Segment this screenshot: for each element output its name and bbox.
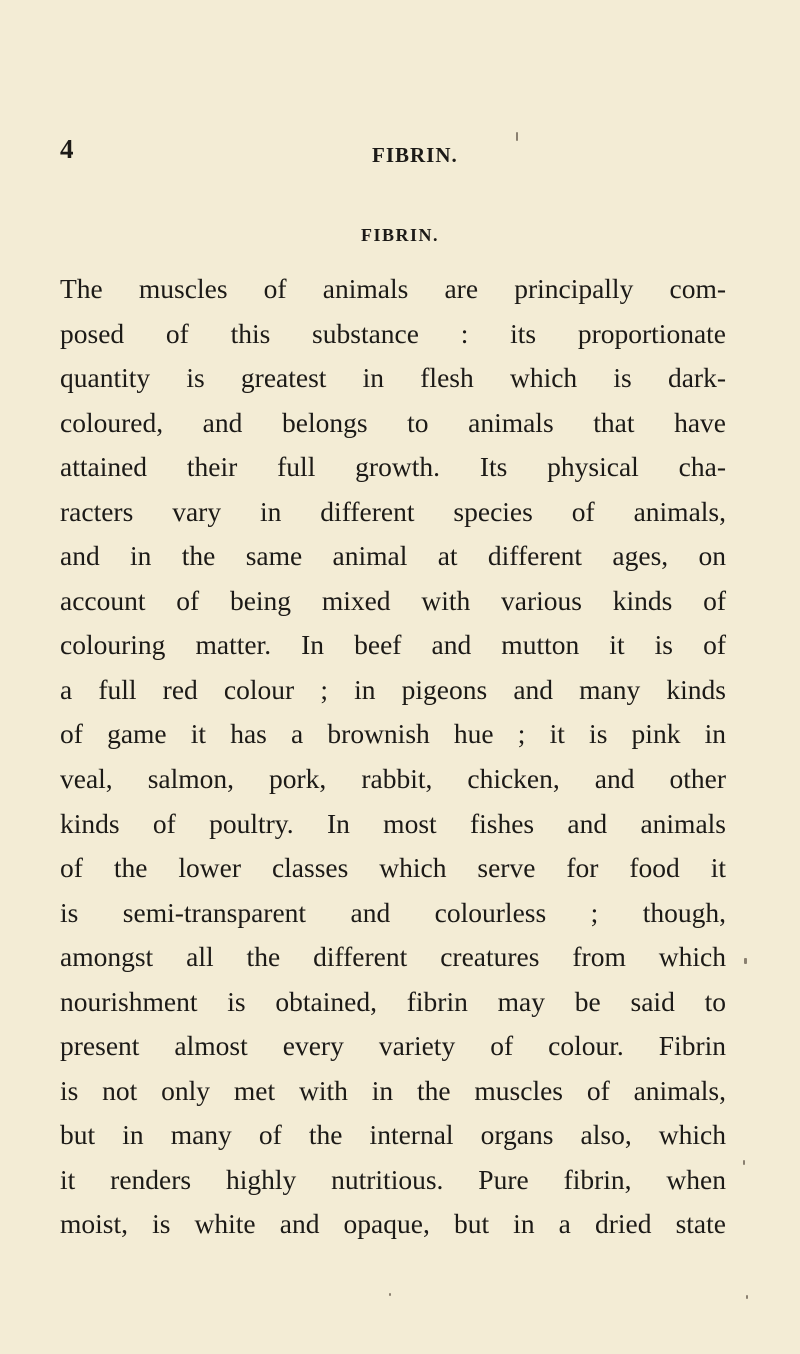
text-line: attained their full growth. Its physical cha- [60, 451, 726, 483]
page-number: 4 [60, 134, 74, 164]
text-line: veal, salmon, pork, rabbit, chicken, and other [60, 763, 726, 795]
text-line: a full red colour ; in pigeons and many kinds [60, 673, 726, 705]
paper-speck [516, 132, 518, 141]
running-title: FIBRIN. [372, 143, 458, 167]
paper-speck [746, 1295, 748, 1299]
text-line: kinds of poultry. In most fishes and animals [60, 807, 726, 839]
text-line: of game it has a brownish hue ; it is pink in [60, 718, 726, 750]
text-line: amongst all the different creatures from which [60, 941, 726, 973]
text-line: and in the same animal at different ages, on [60, 540, 726, 572]
paper-speck [389, 1293, 391, 1296]
section-heading: FIBRIN. [360, 225, 439, 245]
text-line: account of being mixed with various kinds of [60, 584, 726, 616]
text-line: colouring matter. In beef and mutton it is of [60, 629, 726, 661]
text-line: it renders highly nutritious. Pure fibrin, when [60, 1163, 726, 1195]
text-line: coloured, and belongs to animals that have [60, 406, 726, 438]
text-line: The muscles of animals are principally com- [60, 273, 726, 304]
paper-speck [744, 958, 747, 964]
text-line: moist, is white and opaque, but in a dried state [60, 1208, 726, 1240]
text-line: quantity is greatest in flesh which is dark- [60, 362, 726, 394]
paper-speck [743, 1160, 745, 1165]
text-line: present almost every variety of colour. Fibrin [60, 1030, 726, 1062]
text-line: is not only met with in the muscles of animals, [60, 1074, 726, 1106]
text-line: of the lower classes which serve for food it [60, 852, 726, 884]
text-line: but in many of the internal organs also, which [60, 1119, 726, 1151]
body-paragraph [60, 267, 726, 1247]
text-line: is semi-transparent and colourless ; though, [60, 896, 726, 928]
text-line: racters vary in different species of animals, [60, 495, 726, 527]
text-line: nourishment is obtained, fibrin may be said to [60, 985, 726, 1017]
running-head [60, 134, 760, 167]
text-line: posed of this substance : its proportionate [60, 317, 726, 349]
